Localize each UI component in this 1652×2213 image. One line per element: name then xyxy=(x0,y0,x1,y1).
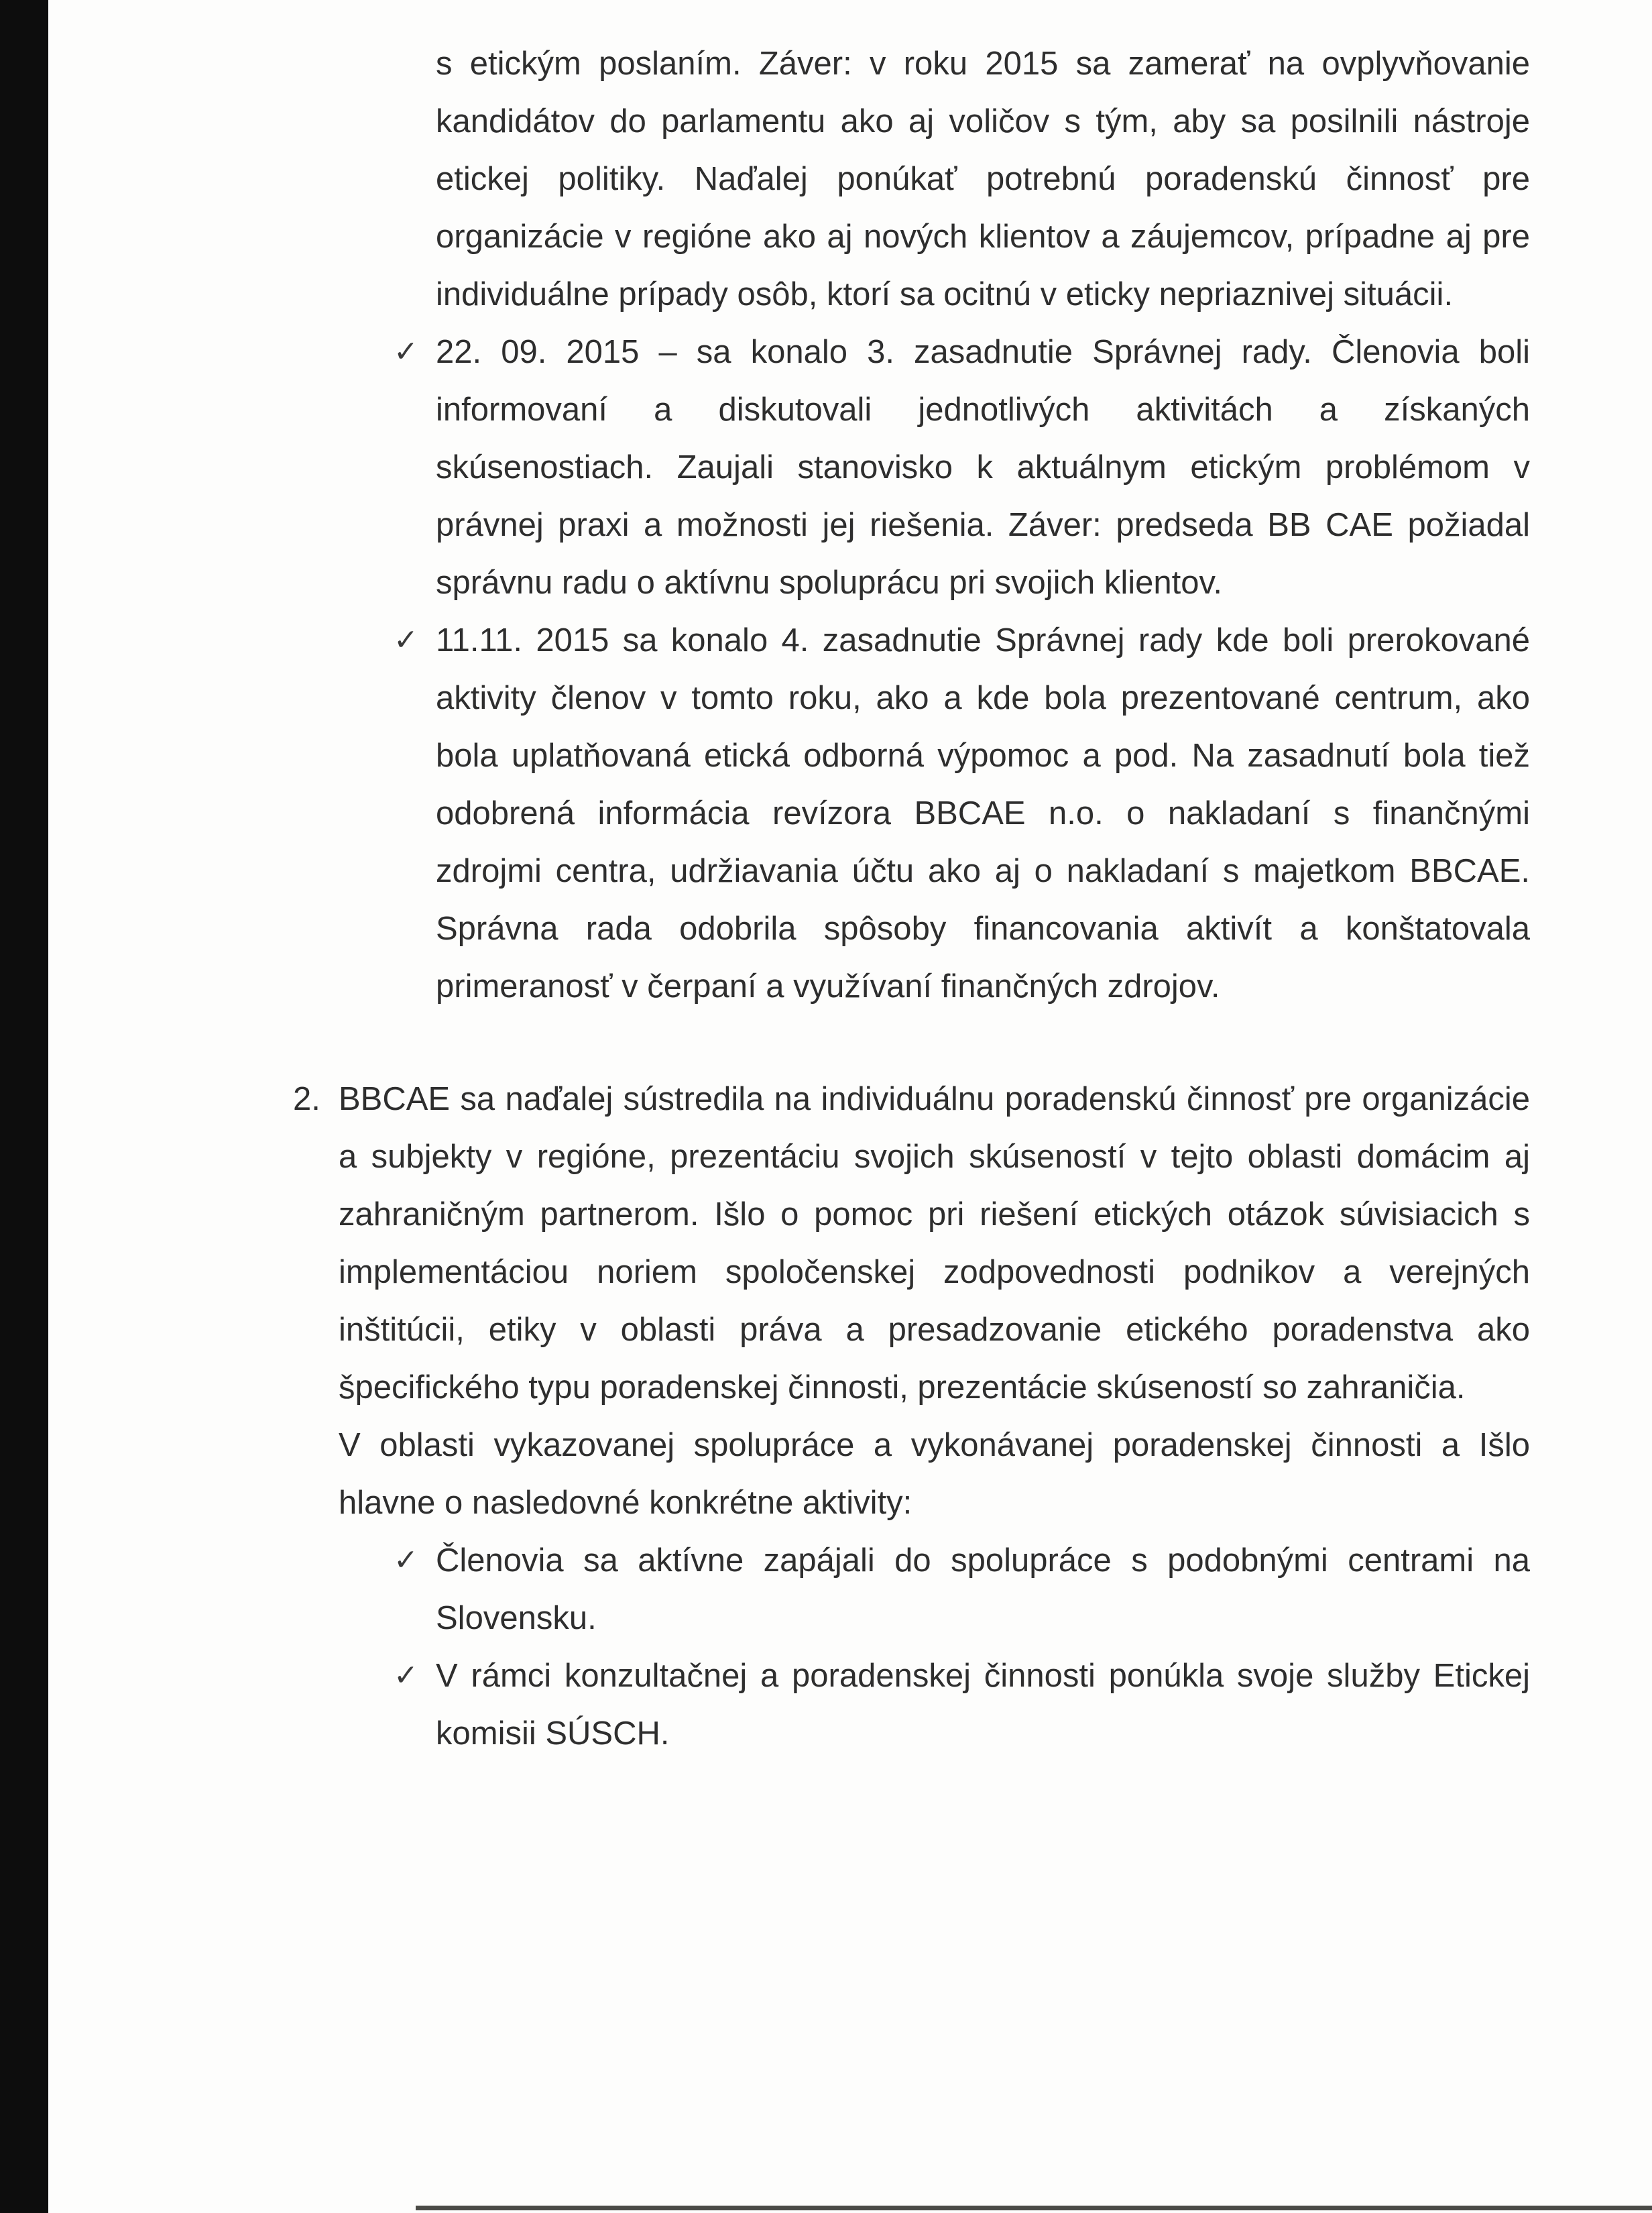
list-item xyxy=(293,1532,1530,1647)
paragraph: V oblasti vykazovanej spolupráce a vykonávanej poradenskej činnosti a Išlo hlavne o nasledovné konkrétne aktivity: xyxy=(339,1427,1530,1521)
list-item-text: V rámci konzultačnej a poradenskej činnosti ponúkla svoje služby Etickej komisii SÚSCH. xyxy=(436,1658,1530,1752)
checkmark-icon: ✓ xyxy=(394,1659,418,1692)
list-item-text: 11.11. 2015 sa konalo 4. zasadnutie Správnej rady kde boli prerokované aktivity členov v tomto roku, ako a kde bola prezentované centrum, ako bola uplatňovaná etická odborná výpomoc a pod. Na zasadnutí bola tiež odobrená informácia revízora BBCAE n.o. o nakladaní s finančnými zdrojmi centra, udržiavania účtu ako aj o nakladaní s majetkom BBCAE. Správna rada odobrila spôsoby financovania aktivít a konštatovala primeranosť v čerpaní a využívaní finančných zdrojov. xyxy=(436,622,1530,1005)
numbered-item xyxy=(293,1070,1530,1416)
list-item xyxy=(293,1647,1530,1762)
scan-left-edge-artifact xyxy=(0,0,48,2213)
checkmark-icon: ✓ xyxy=(394,624,418,657)
scan-bottom-edge-artifact xyxy=(416,2206,1652,2210)
checkmark-icon: ✓ xyxy=(394,335,418,368)
list-item xyxy=(293,612,1530,1015)
paragraph-continuation: s etickým poslaním. Záver: v roku 2015 sa zamerať na ovplyvňovanie kandidátov do parlamentu ako aj voličov s tým, aby sa posilnili nástroje etickej politiky. Naďalej ponúkať potrebnú poradenskú činnosť pre organizácie v regióne ako aj nových klientov a záujemcov, prípadne aj pre individuálne prípady osôb, ktorí sa ocitnú v eticky nepriaznivej situácii. xyxy=(436,46,1530,313)
list-item-text: 22. 09. 2015 – sa konalo 3. zasadnutie Správnej rady. Členovia boli informovaní a diskutovali jednotlivých aktivitách a získaných skúsenostiach. Zaujali stanovisko k aktuálnym etickým problémom v právnej praxi a možnosti jej riešenia. Záver: predseda BB CAE požiadal správnu radu o aktívnu spoluprácu pri svojich klientov. xyxy=(436,334,1530,601)
list-item-text: Členovia sa aktívne zapájali do spolupráce s podobnými centrami na Slovensku. xyxy=(436,1542,1530,1636)
checkmark-icon: ✓ xyxy=(394,1544,418,1577)
numbered-item-number: 2. xyxy=(293,1081,320,1117)
list-item xyxy=(293,323,1530,612)
numbered-item-text: BBCAE sa naďalej sústredila na individuálnu poradenskú činnosť pre organizácie a subjekty v regióne, prezentáciu svojich skúseností v tejto oblasti domácim aj zahraničným partnerom. Išlo o pomoc pri riešení etických otázok súvisiacich s implementáciou noriem spoločenskej zodpovednosti podnikov a verejných inštitúcii, etiky v oblasti práva a presadzovanie etického poradenstva ako špecifického typu poradenskej činnosti, prezentácie skúseností so zahraničia. xyxy=(339,1081,1530,1406)
page-content xyxy=(293,35,1530,1762)
